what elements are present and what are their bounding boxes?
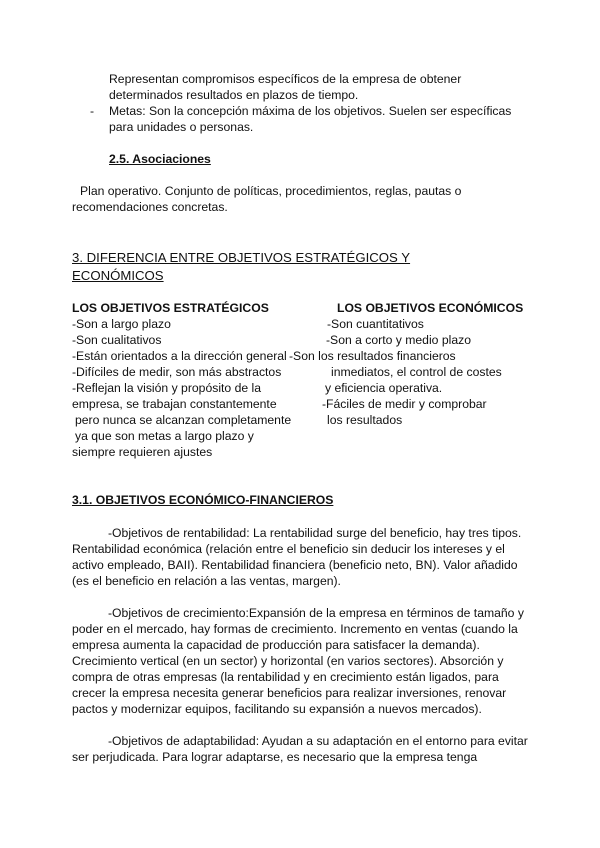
rentabilidad-line: activo empleado, BAII). Rentabilidad financiera (beneficio neto, BN). Valor añadido <box>72 558 518 572</box>
crecimiento-line: -Objetivos de crecimiento:Expansión de la empresa en términos de tamaño y <box>108 606 524 620</box>
estrategicos-line: pero nunca se alcanzan completamente <box>75 413 292 427</box>
column-title-estrategicos: LOS OBJETIVOS ESTRATÉGICOS <box>72 301 269 315</box>
rentabilidad-line: -Objetivos de rentabilidad: La rentabilidad surge del beneficio, hay tres tipos. <box>108 526 522 540</box>
asociaciones-line: recomendaciones concretas. <box>72 200 228 214</box>
metas-line: Metas: Son la concepción máxima de los objetivos. Suelen ser específicas <box>109 104 512 118</box>
economicos-line: y eficiencia operativa. <box>325 381 443 395</box>
asociaciones-line: Plan operativo. Conjunto de políticas, procedimientos, reglas, pautas o <box>80 184 462 198</box>
crecimiento-line: crecer la empresa necesita generar beneficios para realizar inversiones, renovar <box>72 686 507 700</box>
crecimiento-line: Crecimiento vertical (en un sector) y horizontal (en varios sectores). Absorción y <box>72 654 504 668</box>
crecimiento-line: empresa aumenta la capacidad de producción para satisfacer la demanda). <box>72 638 480 652</box>
estrategicos-line: -Son a largo plazo <box>72 317 171 331</box>
column-title-economicos: LOS OBJETIVOS ECONÓMICOS <box>337 301 524 315</box>
economicos-line: -Fáciles de medir y comprobar <box>322 397 487 411</box>
adaptabilidad-line: ser perjudicada. Para lograr adaptarse, es necesario que la empresa tenga <box>72 750 478 764</box>
estrategicos-line: empresa, se trabajan constantemente <box>72 397 277 411</box>
estrategicos-line: -Reflejan la visión y propósito de la <box>72 381 262 395</box>
economicos-line: -Son cuantitativos <box>327 317 424 331</box>
estrategicos-line: -Están orientados a la dirección general <box>72 349 287 363</box>
intro-line: Representan compromisos específicos de la empresa de obtener <box>109 72 462 86</box>
estrategicos-line: ya que son metas a largo plazo y <box>75 429 254 443</box>
estrategicos-line: -Son cualitativos <box>72 333 162 347</box>
economicos-line: -Son a corto y medio plazo <box>326 333 471 347</box>
adaptabilidad-line: -Objetivos de adaptabilidad: Ayudan a su adaptación en el entorno para evitar <box>108 734 528 748</box>
metas-line: para unidades o personas. <box>109 120 254 134</box>
crecimiento-line: compra de otras empresas (la rentabilidad y en crecimiento están ligados, para <box>72 670 499 684</box>
list-bullet: - <box>90 104 95 118</box>
crecimiento-line: poder en el mercado, hay formas de crecimiento. Incremento en ventas (cuando la <box>72 622 518 636</box>
section-heading-3: ECONÓMICOS <box>72 268 164 283</box>
section-heading-2-5: 2.5. Asociaciones <box>109 152 211 166</box>
economicos-line: los resultados <box>327 413 403 427</box>
estrategicos-line: -Difíciles de medir, son más abstractos <box>72 365 282 379</box>
intro-line: determinados resultados en plazos de tiempo. <box>109 88 359 102</box>
section-heading-3: 3. DIFERENCIA ENTRE OBJETIVOS ESTRATÉGICOS Y <box>72 250 411 265</box>
section-heading-3-1: 3.1. OBJETIVOS ECONÓMICO-FINANCIEROS <box>72 493 334 507</box>
economicos-line: -Son los resultados financieros <box>289 349 456 363</box>
crecimiento-line: pactos y modernizar equipos, facilitando su expansión a nuevos mercados). <box>72 702 482 716</box>
estrategicos-line: siempre requieren ajustes <box>72 445 213 459</box>
economicos-line: inmediatos, el control de costes <box>331 365 502 379</box>
rentabilidad-line: (es el beneficio en relación a las ventas, margen). <box>72 574 341 588</box>
rentabilidad-line: Rentabilidad económica (relación entre el beneficio sin deducir los intereses y el <box>72 542 505 556</box>
